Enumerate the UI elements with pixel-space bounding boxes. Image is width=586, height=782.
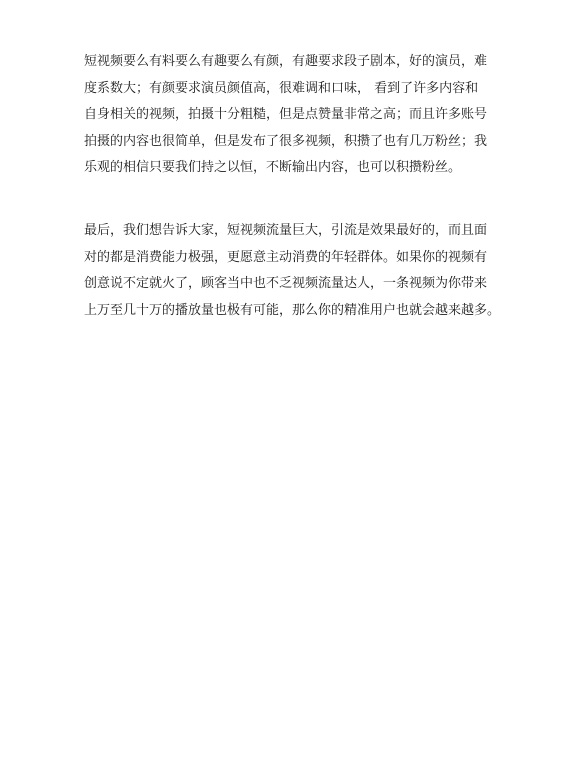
text-line: 度系数大；有颜要求演员颜值高，很难调和口味， 看到了许多内容和 [84,80,479,96]
paragraph-short-video-appeal [84,49,524,182]
text-line: 对的都是消费能力极强，更愿意主动消费的年轻群体。如果你的视频有 [84,249,488,265]
text-line: 最后，我们想告诉大家，短视频流量巨大，引流是效果最好的，而且面 [84,223,488,238]
text-line: 自身相关的视频，拍摄十分粗糙，但是点赞量非常之高；而且许多账号 [84,107,488,122]
paragraph-conclusion [84,218,524,324]
text-line: 创意说不定就火了，顾客当中也不乏视频流量达人，一条视频为你带来 [84,276,488,291]
text-line: 乐观的相信只要我们持之以恒，不断输出内容，也可以积攒粉丝。 [84,160,462,175]
text-line: 短视频要么有料要么有趣要么有颜，有趣要求段子剧本，好的演员，难 [84,54,488,69]
text-line: 上万至几十万的播放量也极有可能，那么你的精准用户也就会越来越多。 [84,302,501,318]
text-line: 拍摄的内容也很简单，但是发布了很多视频，积攒了也有几万粉丝；我 [84,133,488,149]
